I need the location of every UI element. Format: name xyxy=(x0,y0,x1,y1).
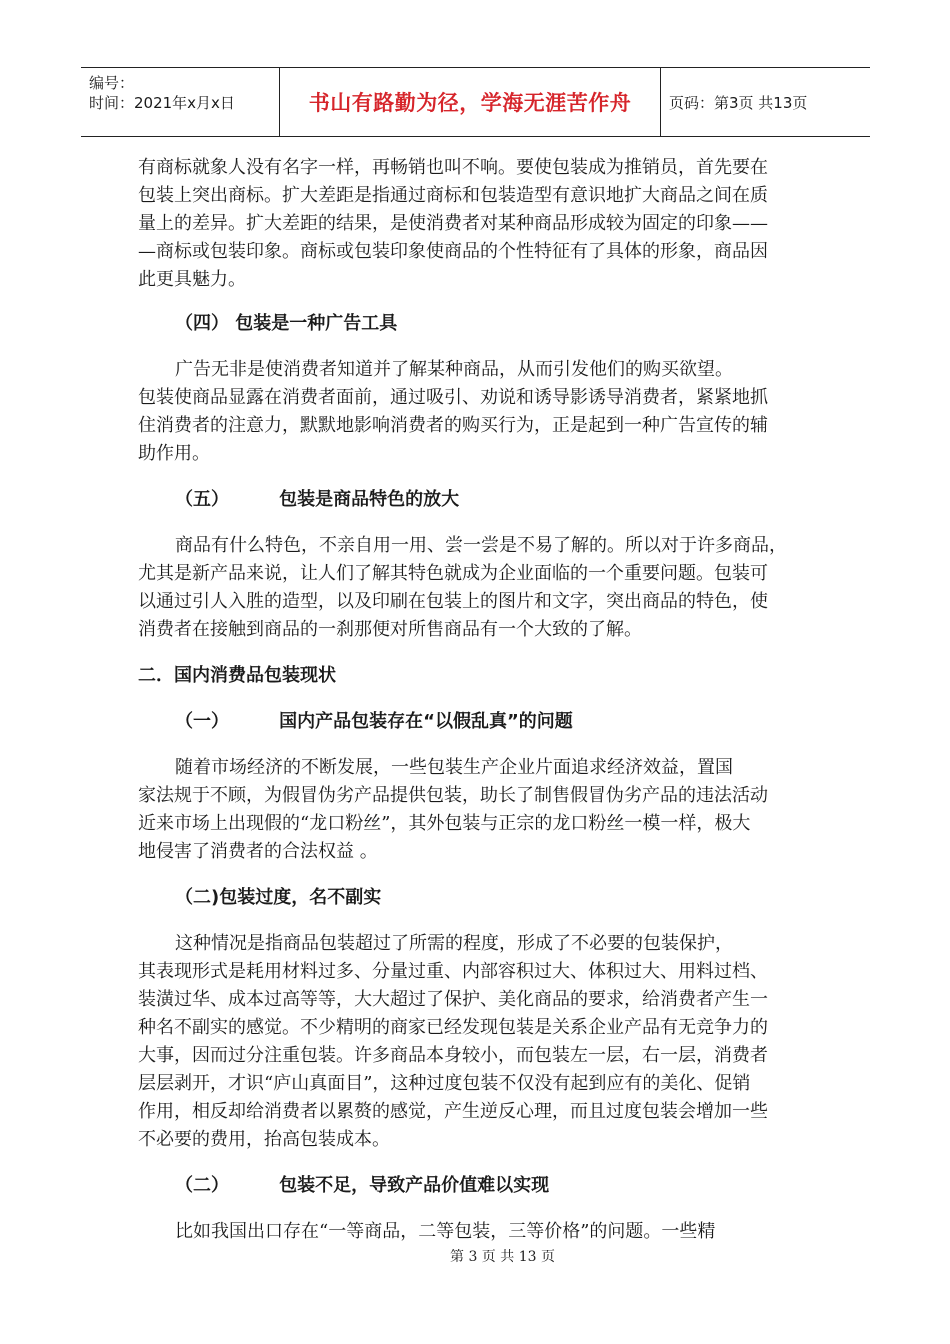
section-heading-5: （五） 包装是商品特色的放大 xyxy=(175,489,460,510)
paragraph xyxy=(138,1218,818,1246)
text-line: 消费者在接触到商品的一刹那便对所售商品有一个大致的了解。 xyxy=(138,619,642,640)
subsection-heading-2: （二)包装过度，名不副实 xyxy=(175,887,382,908)
text-line: 随着市场经济的不断发展，一些包装生产企业片面追求经济效益，置国 xyxy=(175,757,733,778)
text-line: 以通过引人入胜的造型，以及印刷在包装上的图片和文字，突出商品的特色，使 xyxy=(138,591,768,612)
text-line: 包装上突出商标。扩大差距是指通过商标和包装造型有意识地扩大商品之间在质 xyxy=(138,185,768,206)
text-line: 地侵害了消费者的合法权益 。 xyxy=(138,841,378,862)
subsection-heading-1: （一） 国内产品包装存在“以假乱真”的问题 xyxy=(175,711,573,732)
header-page-info: 页码：第3页 共13页 xyxy=(669,93,808,112)
number-label: 编号： xyxy=(89,74,135,92)
text-line: 不必要的费用，抬高包装成本。 xyxy=(138,1129,390,1150)
text-line: 包装使商品显露在消费者面前，通过吸引、劝说和诱导影诱导消费者，紧紧地抓 xyxy=(138,387,768,408)
header-meta xyxy=(81,68,280,136)
page-footer: 第 3 页 共 13 页 xyxy=(450,1249,555,1265)
text-line: 有商标就象人没有名字一样，再畅销也叫不响。要使包装成为推销员，首先要在 xyxy=(138,157,768,178)
text-line: 广告无非是使消费者知道并了解某种商品，从而引发他们的购买欲望。 xyxy=(175,359,733,380)
text-line: 住消费者的注意力，默默地影响消费者的购买行为，正是起到一种广告宣传的辅 xyxy=(138,415,768,436)
subsection-heading-3: （二） 包装不足，导致产品价值难以实现 xyxy=(175,1175,550,1196)
document-body xyxy=(138,154,818,1246)
paragraph xyxy=(138,930,818,1154)
paragraph xyxy=(138,532,818,644)
paragraph xyxy=(138,356,818,468)
text-line: —商标或包装印象。商标或包装印象使商品的个性特征有了具体的形象，商品因 xyxy=(138,241,768,262)
text-line: 家法规于不顾，为假冒伪劣产品提供包装，助长了制售假冒伪劣产品的违法活动 xyxy=(138,785,768,806)
text-line: 作用，相反却给消费者以累赘的感觉，产生逆反心理，而且过度包装会增加一些 xyxy=(138,1101,768,1122)
text-line: 尤其是新产品来说，让人们了解其特色就成为企业面临的一个重要问题。包装可 xyxy=(138,563,768,584)
text-line: 量上的差异。扩大差距的结果，是使消费者对某种商品形成较为固定的印象—— xyxy=(138,213,768,234)
text-line: 比如我国出口存在“一等商品，二等包装，三等价格”的问题。一些精 xyxy=(175,1221,716,1242)
section-2-title: 二．国内消费品包装现状 xyxy=(138,665,336,686)
text-line: 层层剥开，才识“庐山真面目”，这种过度包装不仅没有起到应有的美化、促销 xyxy=(138,1073,751,1094)
text-line: 大事，因而过分注重包装。许多商品本身较小，而包装左一层，右一层，消费者 xyxy=(138,1045,768,1066)
paragraph xyxy=(138,754,818,866)
text-line: 种名不副实的感觉。不少精明的商家已经发现包装是关系企业产品有无竞争力的 xyxy=(138,1017,768,1038)
text-line: 装潢过华、成本过高等等，大大超过了保护、美化商品的要求，给消费者产生一 xyxy=(138,989,768,1010)
text-line: 近来市场上出现假的“龙口粉丝”，其外包装与正宗的龙口粉丝一模一样，极大 xyxy=(138,813,751,834)
text-line: 此更具魅力。 xyxy=(138,269,246,290)
text-line: 这种情况是指商品包装超过了所需的程度，形成了不必要的包装保护， xyxy=(175,933,733,954)
section-heading-4: （四） 包装是一种广告工具 xyxy=(175,313,398,334)
date-label: 时间：2021年x月x日 xyxy=(89,94,235,112)
text-line: 助作用。 xyxy=(138,443,210,464)
text-line: 商品有什么特色，不亲自用一用、尝一尝是不易了解的。所以对于许多商品， xyxy=(175,535,787,556)
page-header xyxy=(81,67,870,137)
text-line: 其表现形式是耗用材料过多、分量过重、内部容积过大、体积过大、用料过档、 xyxy=(138,961,768,982)
header-motto: 书山有路勤为径，学海无涯苦作舟 xyxy=(280,68,661,136)
paragraph xyxy=(138,154,818,294)
